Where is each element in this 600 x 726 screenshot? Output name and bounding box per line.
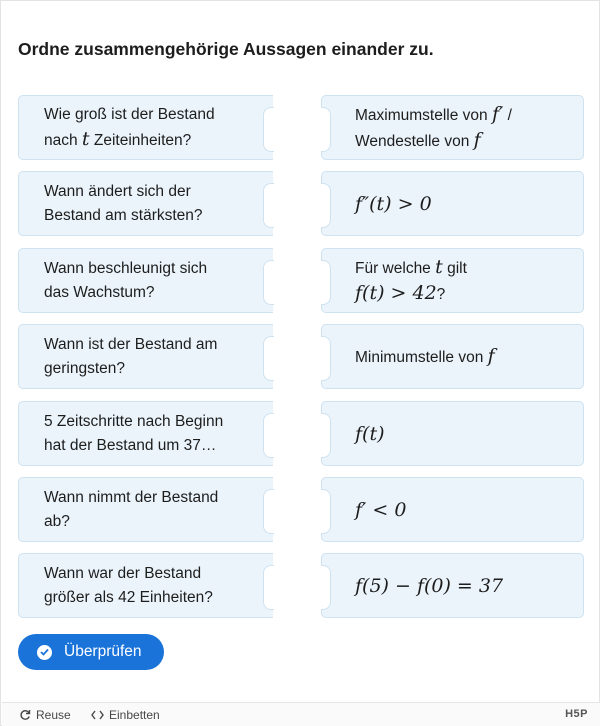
footer-bar	[2, 702, 600, 726]
left-statement-text	[44, 562, 213, 610]
left-statement-text	[44, 103, 215, 153]
line: Wendestelle von f	[355, 128, 481, 151]
line: Maximumstelle von f′ /	[355, 102, 512, 125]
right-statement-text	[355, 255, 467, 307]
line: 5 Zeitschritte nach Beginn	[44, 412, 224, 430]
line: geringsten?	[44, 359, 126, 377]
math-expression: f″(t) > 0	[355, 192, 432, 215]
left-statement-6[interactable]	[18, 477, 273, 542]
line: Wann ist der Bestand am	[44, 335, 218, 353]
line: nach t Zeiteinheiten?	[44, 127, 192, 150]
left-statement-text	[44, 180, 203, 228]
check-button[interactable]	[18, 634, 164, 670]
line: Wann war der Bestand	[44, 564, 202, 582]
right-statement-3[interactable]	[321, 248, 584, 313]
right-statement-2[interactable]	[321, 171, 584, 236]
embed-label: Einbetten	[109, 708, 160, 722]
math-expression: f(t)	[355, 422, 385, 445]
reuse-label: Reuse	[36, 708, 71, 722]
right-statement-text: Minimumstelle von f	[355, 344, 495, 367]
task-title: Ordne zusammengehörige Aussagen einander zu.	[18, 39, 434, 59]
check-button-label: Überprüfen	[64, 643, 142, 660]
line: größer als 42 Einheiten?	[44, 588, 213, 606]
check-circle-icon	[37, 645, 52, 660]
line: Wann beschleunigt sich	[44, 259, 208, 277]
code-icon	[91, 710, 104, 720]
line: ab?	[44, 512, 70, 530]
math-expression: f(5) − f(0) = 37	[355, 574, 504, 597]
line: Wann ändert sich der	[44, 182, 191, 200]
line: Für welche t gilt	[355, 255, 467, 278]
left-statement-text	[44, 486, 218, 534]
left-statement-5[interactable]	[18, 401, 273, 466]
reuse-icon	[19, 709, 31, 721]
left-statement-4[interactable]	[18, 324, 273, 389]
left-statement-text	[44, 410, 223, 458]
line: Wann nimmt der Bestand	[44, 488, 219, 506]
embed-link[interactable]	[91, 708, 160, 722]
left-statement-3[interactable]	[18, 248, 273, 313]
line: das Wachstum?	[44, 283, 155, 301]
left-statement-text	[44, 333, 217, 381]
left-statement-2[interactable]	[18, 171, 273, 236]
line: Wie groß ist der Bestand	[44, 105, 215, 123]
right-statement-7[interactable]	[321, 553, 584, 618]
left-statement-1[interactable]	[18, 95, 273, 160]
left-statement-text	[44, 257, 207, 305]
line: hat der Bestand um 37…	[44, 436, 217, 454]
reuse-link[interactable]	[19, 708, 71, 722]
right-statement-6[interactable]	[321, 477, 584, 542]
math-expression: f′ < 0	[355, 498, 407, 521]
right-statement-text	[355, 102, 512, 154]
line: Bestand am stärksten?	[44, 206, 203, 224]
h5p-logo[interactable]: H5P	[565, 708, 588, 720]
left-statement-7[interactable]	[18, 553, 273, 618]
right-statement-5[interactable]	[321, 401, 584, 466]
right-statement-4[interactable]	[321, 324, 584, 389]
right-statement-1[interactable]	[321, 95, 584, 160]
line: f(t) > 42?	[355, 281, 446, 304]
